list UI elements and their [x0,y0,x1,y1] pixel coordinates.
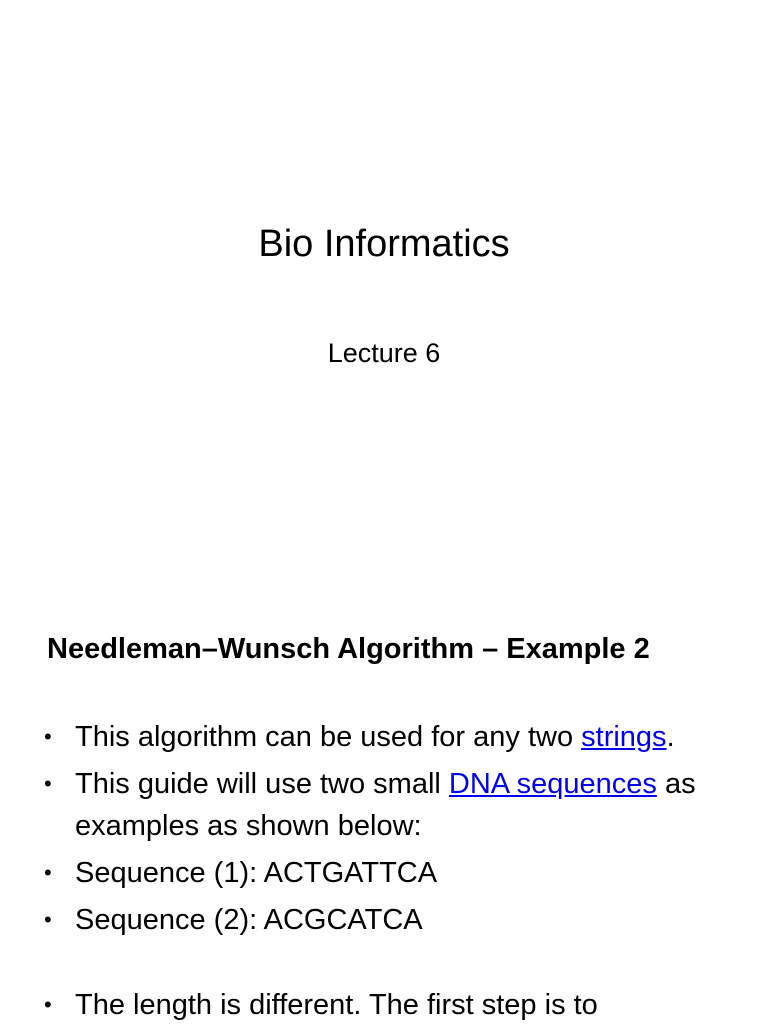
length-note-text: The length is different. The first step is to [75,989,598,1021]
bullet-icon: • [44,907,52,932]
bullet-item-sequence-2 [0,899,768,941]
strings-link[interactable]: strings [581,721,667,753]
bullet-icon: • [44,724,52,749]
bullet-text: as examples as shown below: [75,768,696,842]
bullet-text: This algorithm can be used for any two [75,721,582,753]
bullet-list [0,716,768,1024]
bullet-text: . [666,721,675,753]
bullet-text: This guide will use two small [75,768,449,800]
sequence-1-text: Sequence (1): ACTGATTCA [75,857,438,889]
bullet-item-length [0,984,768,1024]
bullet-item-sequence-1 [0,852,768,894]
sequence-2-text: Sequence (2): ACGCATCA [75,904,423,936]
deck-title: Bio Informatics [258,223,510,265]
bullet-item-strings [0,716,768,758]
bullet-icon: • [44,992,52,1017]
slide-heading: Needleman–Wunsch Algorithm – Example 2 [47,633,650,665]
bullet-icon: • [44,860,52,885]
bullet-icon: • [44,771,52,796]
dna-sequences-link[interactable]: DNA sequences [448,768,657,800]
lecture-subtitle: Lecture 6 [327,338,441,368]
bullet-spacer [0,946,768,984]
content-slide [0,600,768,1024]
bullet-item-dna [0,763,768,847]
